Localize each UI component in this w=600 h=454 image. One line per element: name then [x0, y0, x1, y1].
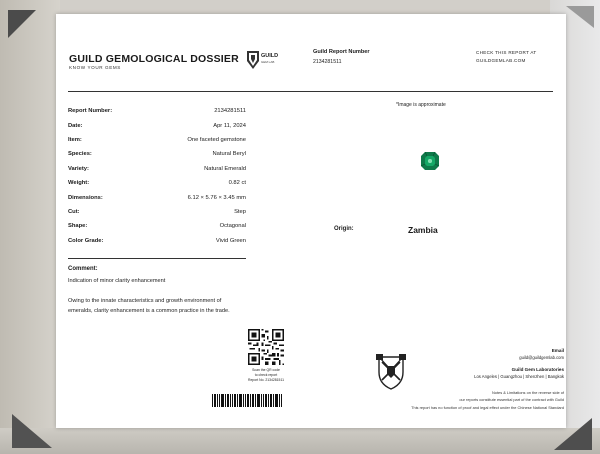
email-address[interactable]: guild@guildgemlab.com [519, 355, 564, 360]
heraldic-crest-icon [376, 354, 406, 390]
detail-value: 2134281511 [214, 108, 246, 115]
table-row [68, 133, 246, 147]
notes-line-1: Notes & Limitations on the reverse side of [491, 390, 564, 395]
background-top [0, 0, 600, 14]
qr-code-icon[interactable] [248, 329, 284, 365]
detail-label: Report Number: [68, 108, 113, 115]
check-report-url[interactable]: GUILDGEMLAB.COM [476, 58, 526, 63]
background-left [0, 0, 60, 454]
detail-value: Vivid Green [215, 237, 246, 244]
certificate-document [56, 14, 566, 428]
table-row [68, 176, 246, 190]
table-row [68, 190, 246, 204]
qr-caption-line-1: Scan the QR code [252, 368, 280, 372]
detail-value: Apr 11, 2024 [213, 122, 246, 129]
photo-corner-bottom-left [12, 414, 52, 448]
detail-value: Natural Emerald [204, 165, 246, 172]
detail-value: Natural Beryl [212, 151, 246, 158]
notes-line-2: our reports constitute essential part of the contract with Guild [459, 397, 564, 402]
notes-line-3: This report has no function of proof and legal effect under the Chinese National Standard [411, 405, 564, 410]
detail-label: Date: [68, 122, 83, 129]
header-divider [68, 91, 553, 92]
image-approximate-note: *Image is approximate [396, 102, 446, 108]
detail-label: Item: [68, 136, 82, 143]
detail-value: Octagonal [219, 223, 246, 230]
brand-title: GUILD GEMOLOGICAL DOSSIER [69, 53, 239, 65]
qr-caption-report-number: Report No. 2134281511 [248, 378, 284, 382]
detail-label: Dimensions: [68, 194, 103, 201]
email-label: Email [551, 348, 564, 353]
logo-subtext: GEM LAB [261, 60, 275, 64]
check-report-line: CHECK THIS REPORT AT [476, 50, 537, 55]
report-number-header-value: 2134281511 [313, 59, 342, 65]
table-row [68, 234, 246, 248]
background-bottom [0, 428, 600, 454]
report-number-heading: Guild Report Number [313, 49, 370, 55]
details-divider [68, 258, 246, 259]
barcode-icon [212, 394, 282, 407]
gem-details-table [68, 104, 246, 248]
comment-indication: Indication of minor clarity enhancement [68, 278, 166, 284]
emerald-gemstone-icon [421, 152, 439, 170]
photo-corner-top-right [566, 6, 594, 28]
detail-label: Variety: [68, 165, 89, 172]
table-row [68, 118, 246, 132]
table-row [68, 205, 246, 219]
detail-value: One faceted gemstone [187, 136, 246, 143]
origin-label: Origin: [334, 226, 354, 232]
detail-label: Cut: [68, 208, 80, 215]
table-row [68, 162, 246, 176]
labs-locations: Los Angeles | Guangzhou | Shenzhen | Bangkok [474, 374, 564, 379]
detail-value: 6.12 × 5.76 × 3.45 mm [187, 194, 246, 201]
detail-label: Shape: [68, 223, 88, 230]
table-row [68, 219, 246, 233]
detail-value: 0.82 ct [228, 180, 246, 187]
brand-tagline: KNOW YOUR GEMS [69, 65, 121, 70]
detail-value: Step [234, 208, 246, 215]
comment-heading: Comment: [68, 266, 98, 272]
photo-corner-top-left [8, 10, 36, 38]
detail-label: Weight: [68, 180, 90, 187]
table-row [68, 104, 246, 118]
labs-name: Guild Gem Laboratories [511, 367, 564, 372]
detail-label: Color Grade: [68, 237, 104, 244]
logo-wordmark: GUILD [261, 53, 279, 59]
comment-paragraph: Owing to the innate characteristics and growth environment of emeralds, clarity enhancement is a common practice in the trade. [68, 298, 230, 314]
table-row [68, 147, 246, 161]
qr-caption-line-2: to check report [254, 373, 278, 377]
detail-label: Species: [68, 151, 92, 158]
origin-value: Zambia [408, 225, 438, 235]
